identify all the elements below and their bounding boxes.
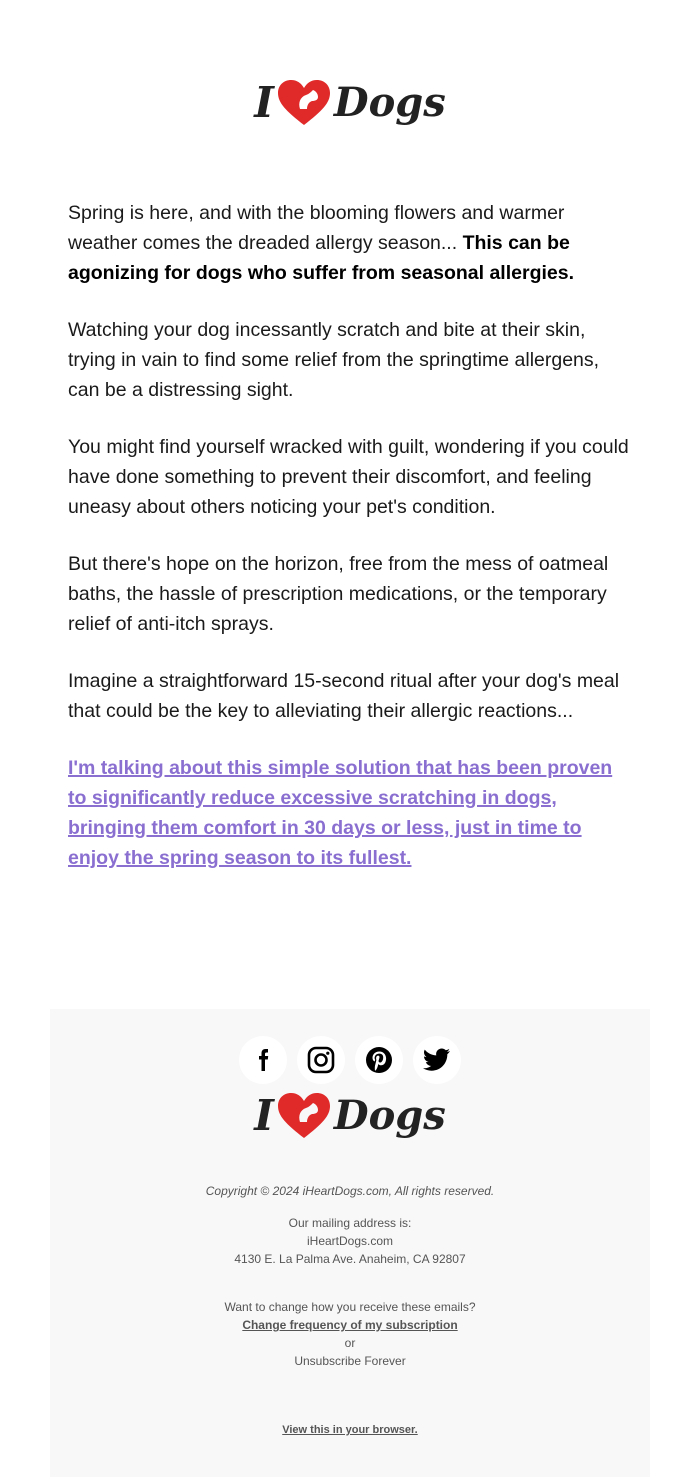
footer-logo[interactable] — [50, 1091, 650, 1140]
footer-logo-word-dogs: Dogs — [333, 1092, 446, 1139]
mailing-name: iHeartDogs.com — [306, 1234, 394, 1248]
paragraph-hope: But there's hope on the horizon, free from the mess of oatmeal baths, the hassle of prescription medications, or the temporary relief of anti-itch sprays. — [68, 553, 609, 635]
logo-letter-i: I — [254, 78, 274, 127]
footer-logo-letter-i: I — [254, 1091, 274, 1140]
preferences-block — [50, 1298, 650, 1370]
paragraph-scratching: Watching your dog incessantly scratch and bite at their skin, trying in vain to find some relief from the springtime allergens, can be a distressing sight. — [68, 319, 600, 401]
twitter-button[interactable] — [413, 1036, 461, 1084]
facebook-button[interactable] — [239, 1036, 287, 1084]
intro-bold-text: This can be agonizing for dogs who suffer from seasonal allergies. — [68, 232, 575, 284]
pinterest-icon — [365, 1046, 393, 1074]
twitter-icon — [423, 1048, 451, 1072]
header-logo[interactable] — [50, 78, 650, 127]
instagram-icon — [307, 1046, 335, 1074]
mailing-address-block — [50, 1214, 650, 1268]
facebook-icon — [251, 1048, 275, 1072]
logo-word-dogs: Dogs — [333, 79, 446, 126]
pinterest-button[interactable] — [355, 1036, 403, 1084]
paragraph-intro — [68, 198, 633, 288]
mailing-address: 4130 E. La Palma Ave. Anaheim, CA 92807 — [234, 1252, 466, 1266]
footer-heart-dog-icon — [276, 1092, 332, 1140]
view-in-browser-link[interactable]: View this in your browser. — [282, 1424, 418, 1436]
unsubscribe-link[interactable]: Unsubscribe Forever — [294, 1354, 406, 1368]
paragraph-ritual: Imagine a straightforward 15-second ritual after your dog's meal that could be the key to alleviating their allergic reactions... — [68, 670, 620, 722]
change-frequency-link[interactable]: Change frequency of my subscription — [242, 1318, 458, 1332]
prefs-question: Want to change how you receive these emails? — [224, 1300, 476, 1314]
instagram-button[interactable] — [297, 1036, 345, 1084]
email-footer — [50, 1009, 650, 1477]
email-container — [50, 0, 650, 1477]
copyright-text: Copyright © 2024 iHeartDogs.com, All rights reserved. — [205, 1184, 495, 1198]
intro-text: Spring is here, and with the blooming flowers and warmer weather comes the dreaded allergy season... — [68, 202, 565, 254]
cta-link[interactable]: I'm talking about this simple solution that has been proven to significantly reduce excessive scratching in dogs, bringing them comfort in 30 days or less, just in time to enjoy the spring season to its fullest. — [68, 757, 613, 869]
email-body — [68, 198, 633, 873]
prefs-or: or — [344, 1336, 356, 1350]
heart-dog-icon — [276, 79, 332, 127]
mailing-label: Our mailing address is: — [288, 1216, 412, 1230]
social-links — [50, 1036, 650, 1084]
paragraph-guilt: You might find yourself wracked with guilt, wondering if you could have done something to prevent their discomfort, and feeling uneasy about others noticing your pet's condition. — [68, 436, 629, 518]
view-in-browser-block — [50, 1424, 650, 1436]
